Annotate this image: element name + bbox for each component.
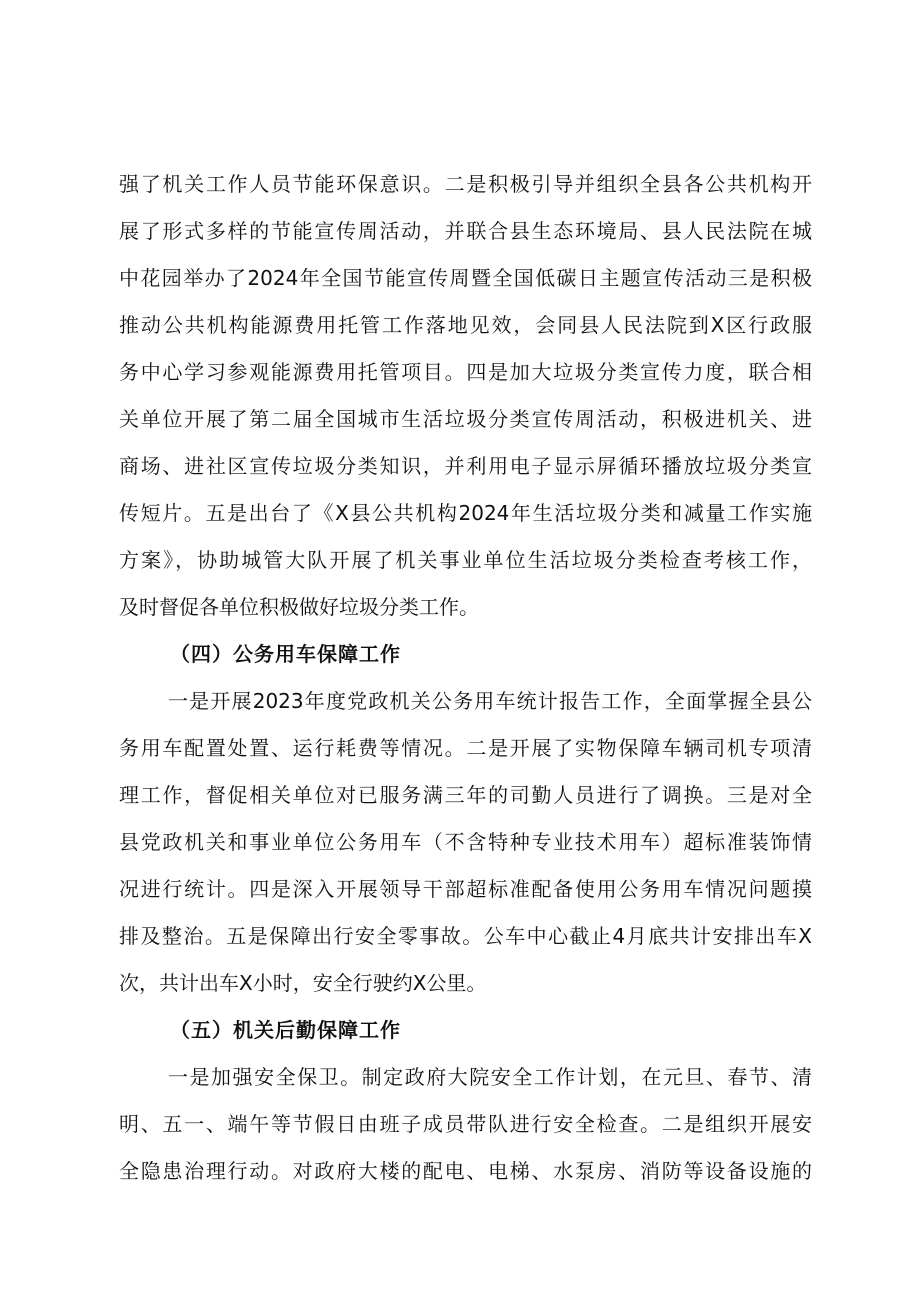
paragraph3-line: 明、五一、端午等节假日由班子成员带队进行安全检查。二是组织开展安 (119, 1112, 812, 1136)
paragraph1-line: 传短片。五是出台了《X县公共机构2024年生活垃圾分类和减量工作实施 (119, 501, 812, 525)
paragraph1-line: 关单位开展了第二届全国城市生活垃圾分类宣传周活动，积极进机关、进 (119, 407, 812, 431)
paragraph3-line: 全隐患治理行动。对政府大楼的配电、电梯、水泵房、消防等设备设施的 (119, 1159, 812, 1183)
section-heading-5: （五）机关后勤保障工作 (170, 1018, 401, 1042)
paragraph1-line: 推动公共机构能源费用托管工作落地见效，会同县人民法院到X区行政服 (119, 313, 812, 337)
paragraph2-line: 务用车配置处置、运行耗费等情况。二是开展了实物保障车辆司机专项清 (119, 736, 812, 760)
paragraph2-line: 一是开展2023年度党政机关公务用车统计报告工作，全面掌握全县公 (168, 689, 812, 713)
section-heading-4: （四）公务用车保障工作 (170, 642, 401, 666)
paragraph1-line: 中花园举办了2024年全国节能宣传周暨全国低碳日主题宣传活动三是积极 (119, 266, 812, 290)
paragraph2-line: 县党政机关和事业单位公务用车（不含特种专业技术用车）超标准装饰情 (119, 830, 812, 854)
paragraph2-line: 理工作，督促相关单位对已服务满三年的司勤人员进行了调换。三是对全 (119, 783, 812, 807)
paragraph2-line: 次，共计出车X小时，安全行驶约X公里。 (119, 971, 487, 995)
paragraph1-line: 强了机关工作人员节能环保意识。二是积极引导并组织全县各公共机构开 (119, 172, 812, 196)
paragraph1-line: 展了形式多样的节能宣传周活动，并联合县生态环境局、县人民法院在城 (119, 219, 812, 243)
paragraph3-line: 一是加强安全保卫。制定政府大院安全工作计划，在元旦、春节、清 (168, 1065, 812, 1089)
paragraph2-line: 排及整治。五是保障出行安全零事故。公车中心截止4月底共计安排出车X (119, 924, 812, 948)
paragraph1-line: 及时督促各单位积极做好垃圾分类工作。 (119, 595, 479, 619)
paragraph1-line: 商场、进社区宣传垃圾分类知识，并利用电子显示屏循环播放垃圾分类宣 (119, 454, 812, 478)
paragraph1-line: 务中心学习参观能源费用托管项目。四是加大垃圾分类宣传力度，联合相 (119, 360, 812, 384)
paragraph1-line: 方案》，协助城管大队开展了机关事业单位生活垃圾分类检查考核工作， (119, 548, 812, 572)
paragraph2-line: 况进行统计。四是深入开展领导干部超标准配备使用公务用车情况问题摸 (119, 877, 812, 901)
